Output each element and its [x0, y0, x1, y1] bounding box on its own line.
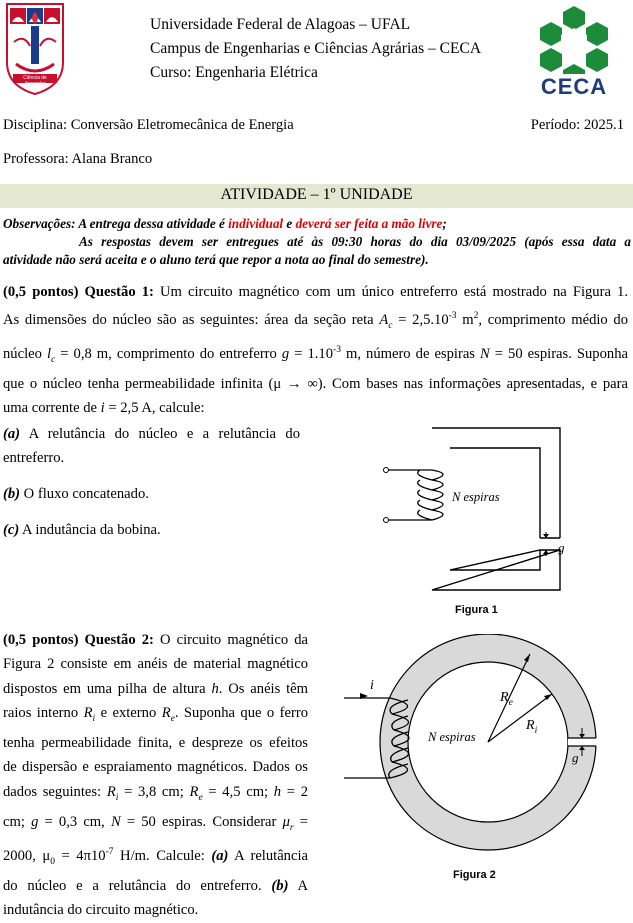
fig2-current-label: i	[370, 678, 374, 693]
item-a-label: (a)	[3, 426, 21, 442]
fig2-re-label: $R_e$	[500, 690, 513, 708]
emphasis-individual: individual	[228, 216, 284, 231]
discipline: Disciplina: Conversão Eletromecânica de Energia	[3, 117, 294, 133]
observations-line2: As respostas devem ser entregues até às 09:30 horas do dia 03/09/2025 (após essa data a	[79, 234, 631, 249]
item-c-label: (c)	[3, 522, 20, 538]
fig2-coil-label: N espiras	[428, 730, 476, 744]
emphasis-handwritten: deverá ser feita a mão livre	[295, 216, 443, 231]
period: Período: 2025.1	[530, 117, 624, 133]
question-1-text: (0,5 pontos) Questão 1: Um circuito magnético com um único entreferro está mostrado na Figura 1. As dimensões do núcleo são as seguintes: área da seção reta $A_c = 2,5.10^{-3}$ $m^2$, comprimento médio do núcleo $l_c = 0,8$ m, comprimento do entreferro $g = 1.10^{-3}$ m, número de espiras N = 50 espiras. Suponha que o núcleo tenha permeabilidade infinita (μ → ∞). Com bases nas informações apresentadas, e para uma corrente de i = 2,5 A, calcule:	[3, 284, 629, 416]
fig1-gap-label: g	[558, 540, 565, 555]
header-university: Universidade Federal de Alagoas – UFAL	[150, 16, 411, 33]
figure-2-caption: Figura 2	[453, 869, 496, 881]
observations-label: Observações:	[3, 216, 76, 231]
figure-1	[370, 420, 610, 600]
ufal-logo-text: Ciência de Aprender	[23, 75, 47, 87]
header-campus: Campus de Engenharias e Ciências Agrárias – CECA	[150, 40, 482, 57]
fig2-gap-label: g	[572, 750, 579, 765]
question-1-lead: (0,5 pontos) Questão 1:	[3, 284, 154, 300]
observations-line3: atividade não será aceita e o aluno terá que repor a nota ao final do semestre).	[3, 252, 429, 267]
question-2-lead: (0,5 pontos) Questão 2:	[3, 632, 154, 648]
observations-line1: Observações: A entrega dessa atividade é individual e deverá ser feita a mão livre;	[3, 216, 447, 231]
item-b-label: (b)	[3, 486, 21, 502]
question-1-items: (a) A relutância do núcleo e a relutância do entreferro. (b) O fluxo concatenado. (c) A indutância da bobina.	[3, 426, 300, 538]
ceca-logo-text: CECA	[540, 74, 608, 99]
observations	[3, 215, 631, 269]
fig2-ri-label: $R_i$	[526, 718, 538, 736]
figure-1-caption: Figura 1	[455, 604, 498, 616]
figure-2	[340, 634, 633, 864]
ceca-logo	[535, 2, 613, 100]
ufal-logo	[4, 2, 66, 96]
fig1-coil-label: N espiras	[452, 490, 500, 504]
professor: Professora: Alana Branco	[3, 151, 153, 167]
question-2-text: (0,5 pontos) Questão 2: O circuito magnético da Figura 2 consiste em anéis de material magnético dispostos em uma pilha de altura h. Os anéis têm raios interno $R_i$ e externo $R_e$. Suponha que o ferro tenha permeabilidade finita, e despreze os efeitos de dispersão e espraiamento magnéticos. Dados os dados seguintes: $R_i = 3,8$ cm; $R_e = 4,5$ cm; h = 2 cm; g = 0,3 cm, N = 50 espiras. Considerar $\mu_r$ = 2000, $\mu_0 = 4\pi 10^{-7}$ H/m. Calcule: (a) A relutância do núcleo e a relutância do entreferro. (b) A indutância do circuito magnético.	[3, 632, 309, 919]
header-course: Curso: Engenharia Elétrica	[150, 64, 318, 81]
page-title: ATIVIDADE – 1º UNIDADE	[220, 186, 413, 203]
